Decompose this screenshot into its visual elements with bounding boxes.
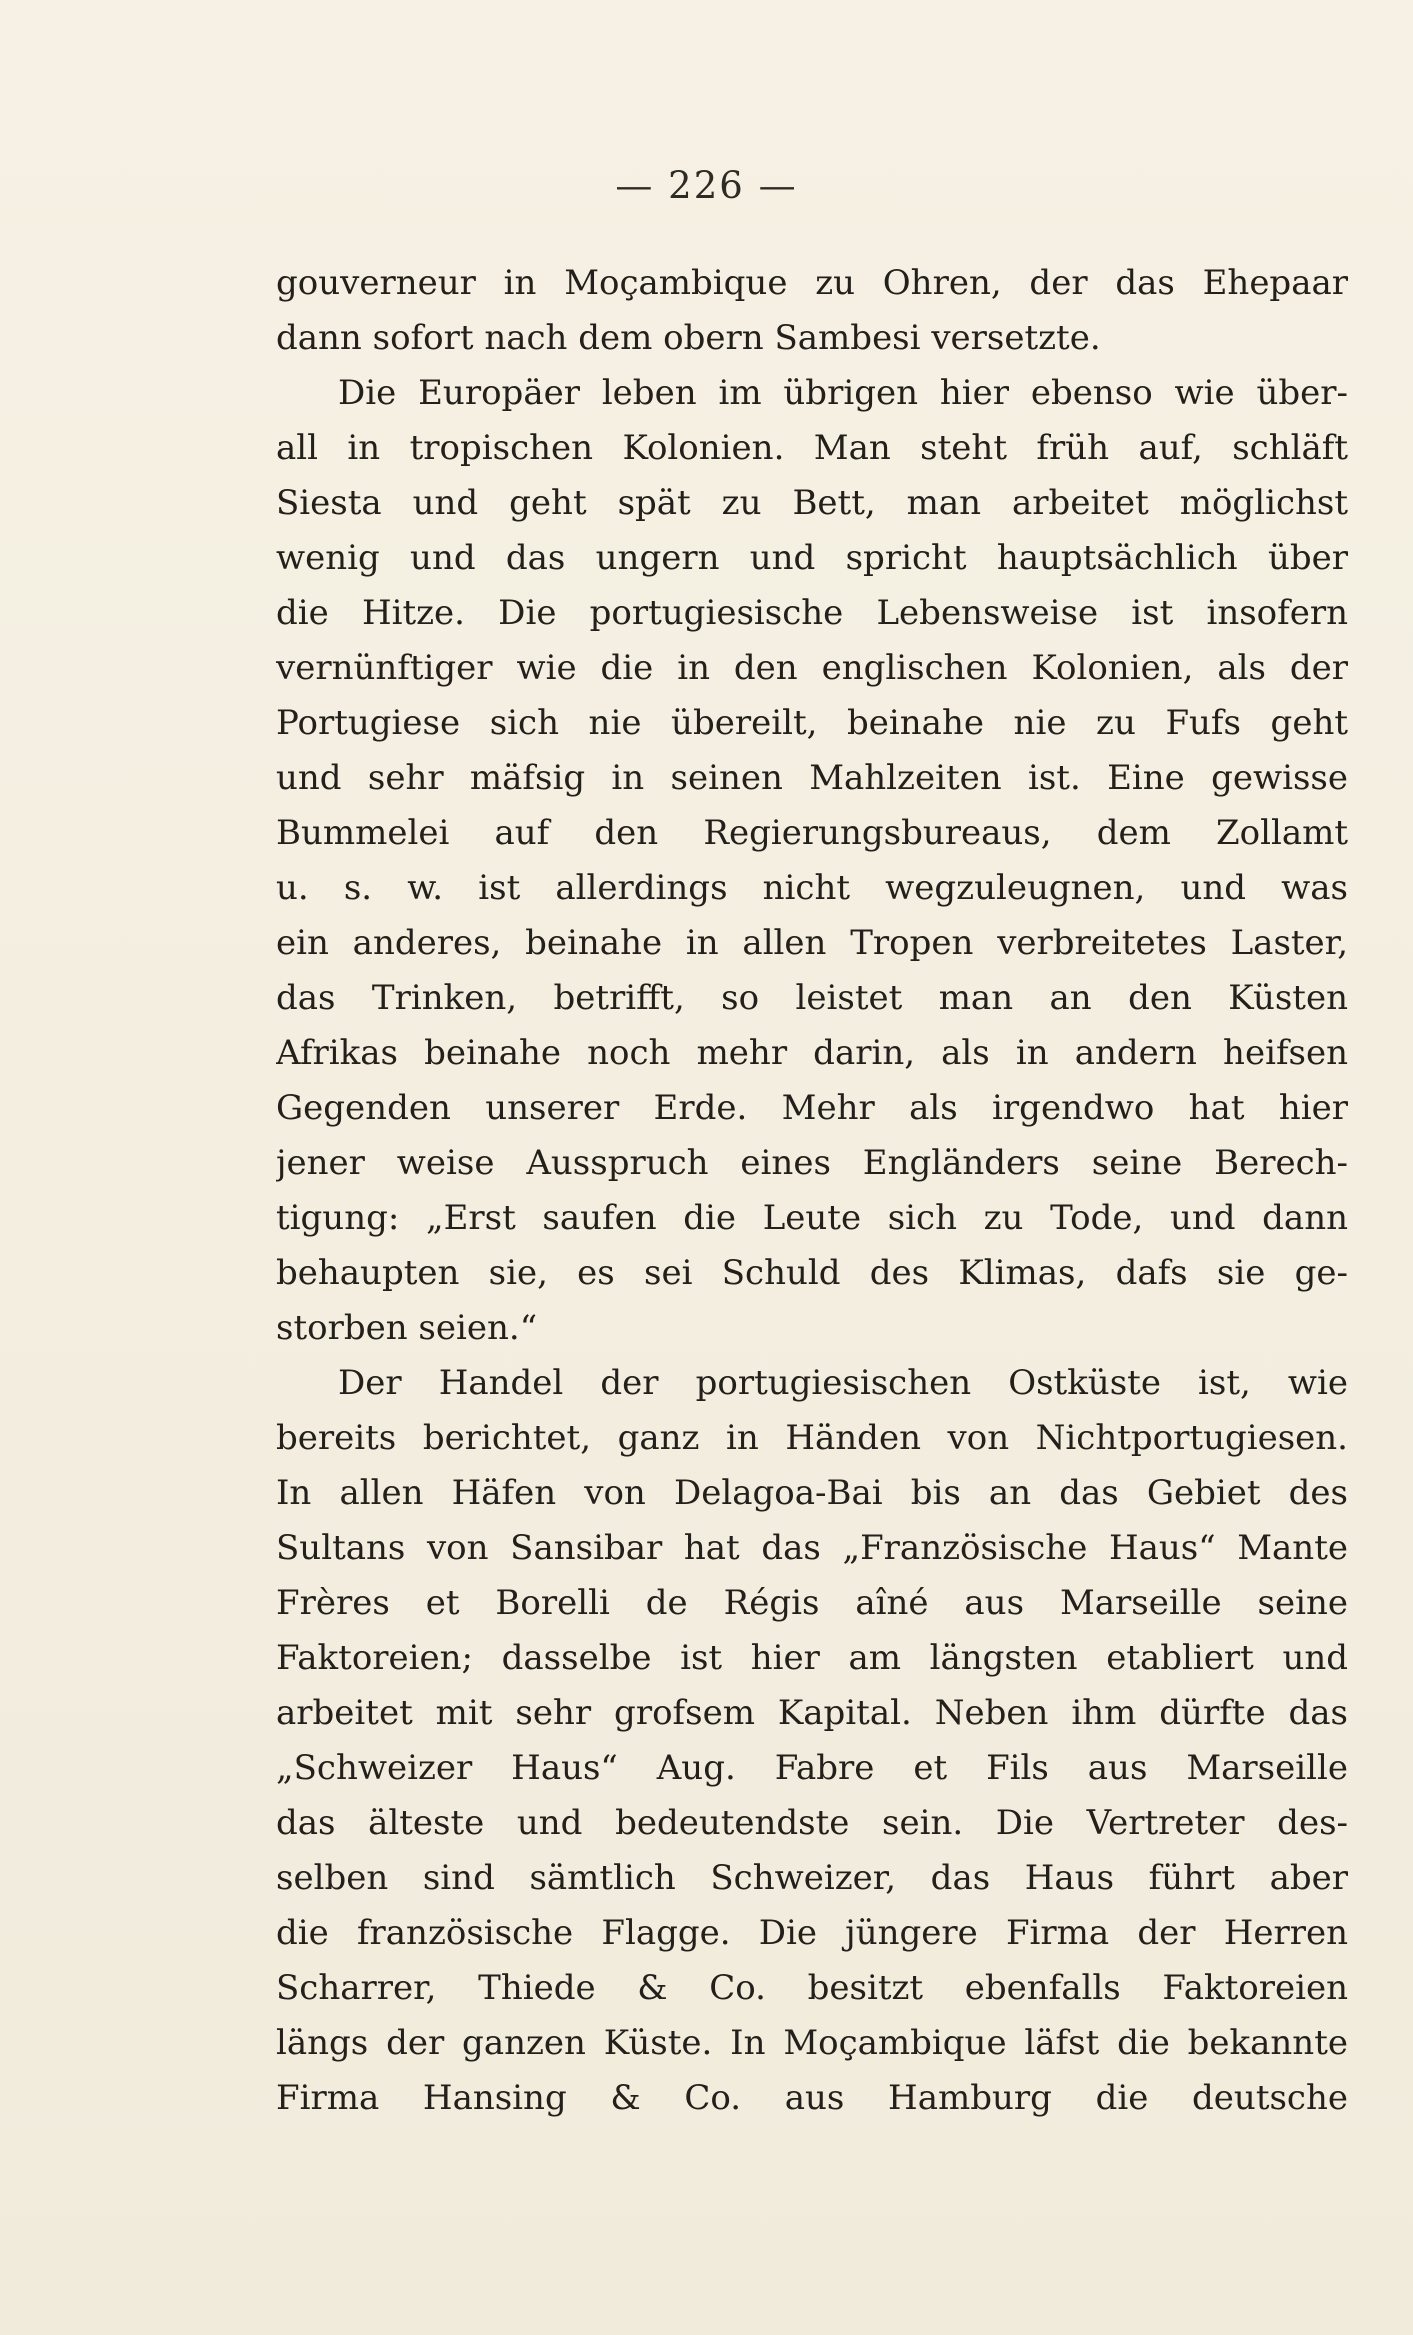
- text-line: die französische Flagge. Die jüngere Firma der Herren: [276, 1913, 1348, 1953]
- text-line: und sehr mäfsig in seinen Mahlzeiten ist. Eine gewisse: [276, 758, 1348, 798]
- text-line: wenig und das ungern und spricht hauptsächlich über: [276, 538, 1348, 578]
- text-line: längs der ganzen Küste. In Moçambique läfst die bekannte: [276, 2023, 1348, 2063]
- text-line: selben sind sämtlich Schweizer, das Haus führt aber: [276, 1858, 1348, 1898]
- text-line: „Schweizer Haus“ Aug. Fabre et Fils aus Marseille: [276, 1748, 1348, 1788]
- text-line: die Hitze. Die portugiesische Lebensweise ist insofern: [276, 593, 1348, 633]
- text-line: Bummelei auf den Regierungsbureaus, dem Zollamt: [276, 813, 1348, 853]
- text-line: Die Europäer leben im übrigen hier ebenso wie über-: [338, 373, 1348, 413]
- text-line: all in tropischen Kolonien. Man steht früh auf, schläft: [276, 428, 1348, 468]
- body-text: [276, 256, 1348, 2126]
- text-line: arbeitet mit sehr grofsem Kapital. Neben ihm dürfte das: [276, 1693, 1348, 1733]
- text-line: behaupten sie, es sei Schuld des Klimas, dafs sie ge-: [276, 1253, 1348, 1293]
- text-line: Siesta und geht spät zu Bett, man arbeitet möglichst: [276, 483, 1348, 523]
- text-line: das Trinken, betrifft, so leistet man an den Küsten: [276, 978, 1348, 1018]
- text-line: u. s. w. ist allerdings nicht wegzuleugnen, und was: [276, 868, 1348, 908]
- text-line: Faktoreien; dasselbe ist hier am längsten etabliert und: [276, 1638, 1348, 1678]
- text-line: jener weise Ausspruch eines Engländers seine Berech-: [276, 1143, 1348, 1183]
- page-number: — 226 —: [615, 164, 798, 207]
- text-line: storben seien.“: [276, 1308, 538, 1348]
- text-line: Scharrer, Thiede & Co. besitzt ebenfalls Faktoreien: [276, 1968, 1348, 2008]
- text-line: Gegenden unserer Erde. Mehr als irgendwo hat hier: [276, 1088, 1348, 1128]
- text-line: das älteste und bedeutendste sein. Die Vertreter des-: [276, 1803, 1348, 1843]
- text-line: Portugiese sich nie übereilt, beinahe nie zu Fufs geht: [276, 703, 1348, 743]
- text-line: tigung: „Erst saufen die Leute sich zu Tode, und dann: [276, 1198, 1348, 1238]
- text-line: Der Handel der portugiesischen Ostküste ist, wie: [338, 1363, 1348, 1403]
- text-line: dann sofort nach dem obern Sambesi versetzte.: [276, 318, 1101, 358]
- text-line: vernünftiger wie die in den englischen Kolonien, als der: [276, 648, 1348, 688]
- text-line: Firma Hansing & Co. aus Hamburg die deutsche: [276, 2078, 1348, 2118]
- text-line: ein anderes, beinahe in allen Tropen verbreitetes Laster,: [276, 923, 1348, 963]
- text-line: Afrikas beinahe noch mehr darin, als in andern heifsen: [276, 1033, 1348, 1073]
- text-line: Sultans von Sansibar hat das „Französische Haus“ Mante: [276, 1528, 1348, 1568]
- text-line: In allen Häfen von Delagoa-Bai bis an das Gebiet des: [276, 1473, 1348, 1513]
- text-line: Frères et Borelli de Régis aîné aus Marseille seine: [276, 1583, 1348, 1623]
- text-line: gouverneur in Moçambique zu Ohren, der das Ehepaar: [276, 263, 1348, 303]
- text-line: bereits berichtet, ganz in Händen von Nichtportugiesen.: [276, 1418, 1348, 1458]
